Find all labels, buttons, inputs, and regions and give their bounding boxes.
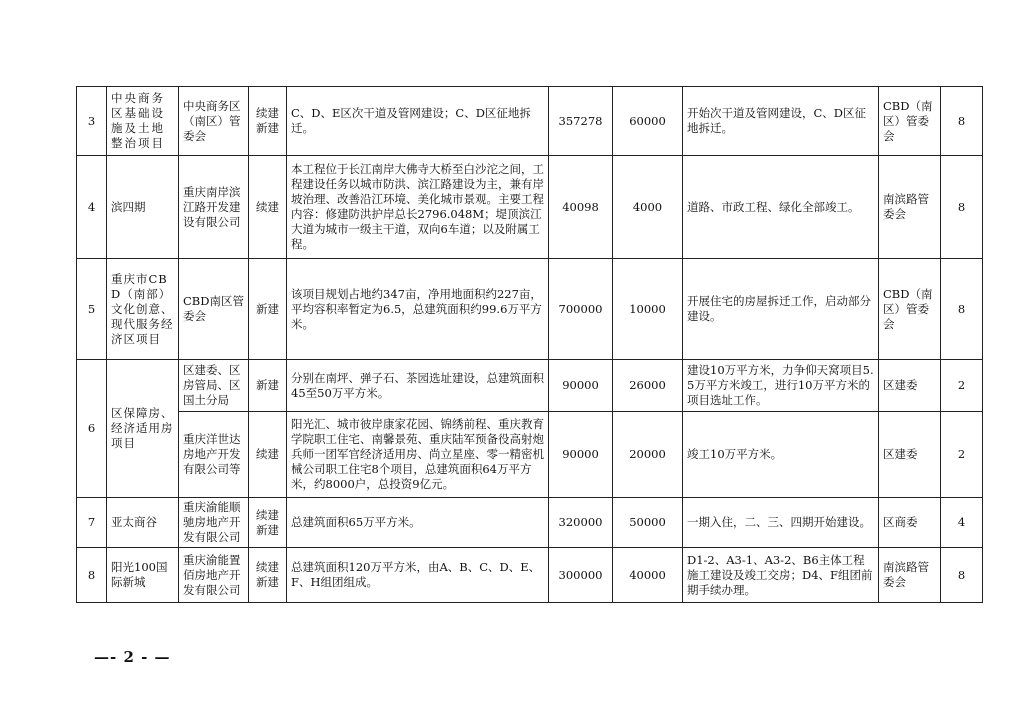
owner-unit: 重庆渝能置佰房地产开发有限公司 [179, 548, 249, 603]
construction-content: 总建筑面积65万平方米。 [287, 498, 549, 548]
term-value: 2 [941, 412, 983, 498]
total-investment: 40098 [549, 156, 613, 259]
construction-content: 分别在南坪、弹子石、茶园选址建设，总建筑面积45至50万平方米。 [287, 360, 549, 412]
annual-target: 建设10万平方米，力争仰天窝项目5.5万平方米竣工，进行10万平方米的项目选址工作。 [683, 360, 879, 412]
build-type-line: 新建 [256, 522, 279, 537]
owner-unit: 区建委、区房管局、区国土分局 [179, 360, 249, 412]
build-type [249, 87, 287, 156]
annual-investment: 20000 [613, 412, 683, 498]
build-type-line: 续建 [256, 199, 279, 214]
construction-content: 本工程位于长江南岸大佛寺大桥至白沙沱之间，工程建设任务以城市防洪、滨江路建设为主，兼有岸坡治理、改善沿江环境、美化城市景观。主要工程内容：修建防洪护岸总长2796.048M；堤顶滨江大道为城市一级主干道，双向6车道；以及附属工程。 [287, 156, 549, 259]
term-value: 4 [941, 498, 983, 548]
table-row [77, 498, 983, 548]
build-type [249, 259, 287, 360]
row-number: 4 [77, 156, 107, 259]
project-name: 阳光100国际新城 [107, 548, 179, 603]
construction-content: 该项目规划占地约347亩，净用地面积约227亩，平均容积率暂定为6.5，总建筑面积约99.6万平方米。 [287, 259, 549, 360]
term-value: 8 [941, 259, 983, 360]
table-row [77, 412, 983, 498]
annual-target: 一期入住，二、三、四期开始建设。 [683, 498, 879, 548]
project-name: 亚太商谷 [107, 498, 179, 548]
annual-target: 开展住宅的房屋拆迁工作，启动部分建设。 [683, 259, 879, 360]
table-row [77, 259, 983, 360]
build-type-line: 新建 [256, 378, 279, 392]
total-investment: 300000 [549, 548, 613, 603]
annual-investment: 40000 [613, 548, 683, 603]
term-value: 8 [941, 548, 983, 603]
build-type-line: 续建 [256, 507, 279, 522]
table-row [77, 156, 983, 259]
annual-investment: 50000 [613, 498, 683, 548]
row-number: 3 [77, 87, 107, 156]
build-type-line: 续建 [256, 560, 279, 574]
table-row [77, 360, 983, 412]
build-type-line: 新建 [256, 575, 279, 589]
project-table [76, 86, 983, 603]
responsible-unit: CBD（南区）管委会 [879, 87, 941, 156]
owner-unit: 重庆渝能顺驰房地产开发有限公司 [179, 498, 249, 548]
responsible-unit: 区商委 [879, 498, 941, 548]
annual-investment: 26000 [613, 360, 683, 412]
build-type-line: 新建 [256, 121, 279, 135]
table-row [77, 87, 983, 156]
annual-target: 竣工10万平方米。 [683, 412, 879, 498]
row-number: 8 [77, 548, 107, 603]
responsible-unit: 区建委 [879, 412, 941, 498]
total-investment: 320000 [549, 498, 613, 548]
responsible-unit: CBD（南区）管委会 [879, 259, 941, 360]
owner-unit: 重庆洋世达房地产开发有限公司等 [179, 412, 249, 498]
project-name: 区保障房、经济适用房项目 [107, 360, 179, 498]
row-number: 7 [77, 498, 107, 548]
table-row [77, 548, 983, 603]
annual-target: D1-2、A3-1、A3-2、B6主体工程施工建设及竣工交房；D4、F组团前期手续办理。 [683, 548, 879, 603]
term-value: 2 [941, 360, 983, 412]
build-type [249, 360, 287, 412]
build-type-line: 续建 [256, 106, 279, 120]
row-number: 6 [77, 360, 107, 498]
project-name: 滨四期 [107, 156, 179, 259]
owner-unit: 中央商务区（南区）管委会 [179, 87, 249, 156]
row-number: 5 [77, 259, 107, 360]
annual-target: 开始次干道及管网建设，C、D区征地拆迁。 [683, 87, 879, 156]
build-type-line: 新建 [256, 301, 279, 316]
total-investment: 90000 [549, 360, 613, 412]
term-value: 8 [941, 156, 983, 259]
project-name: 重庆市CBD（南部）文化创意、现代服务经济区项目 [107, 259, 179, 360]
build-type [249, 156, 287, 259]
annual-investment: 10000 [613, 259, 683, 360]
total-investment: 357278 [549, 87, 613, 156]
term-value: 8 [941, 87, 983, 156]
build-type [249, 412, 287, 498]
page-number: —- 2 - — [94, 648, 171, 666]
annual-investment: 4000 [613, 156, 683, 259]
annual-target: 道路、市政工程、绿化全部竣工。 [683, 156, 879, 259]
construction-content: 总建筑面积120万平方米，由A、B、C、D、E、F、H组团组成。 [287, 548, 549, 603]
owner-unit: CBD南区管委会 [179, 259, 249, 360]
total-investment: 700000 [549, 259, 613, 360]
annual-investment: 60000 [613, 87, 683, 156]
total-investment: 90000 [549, 412, 613, 498]
responsible-unit: 南滨路管委会 [879, 548, 941, 603]
build-type [249, 498, 287, 548]
construction-content: C、D、E区次干道及管网建设；C、D区征地拆迁。 [287, 87, 549, 156]
responsible-unit: 区建委 [879, 360, 941, 412]
build-type-line: 续建 [256, 447, 279, 461]
project-name: 中央商务区基础设施及土地整治项目 [107, 87, 179, 156]
build-type [249, 548, 287, 603]
construction-content: 阳光汇、城市彼岸康家花园、锦绣前程、重庆教育学院职工住宅、南馨景苑、重庆陆军预备役高射炮兵师一团军官经济适用房、尚立星座、零一精密机械公司职工住宅8个项目，总建筑面积64万平方米，约8000户，总投资9亿元。 [287, 412, 549, 498]
responsible-unit: 南滨路管委会 [879, 156, 941, 259]
owner-unit: 重庆南岸滨江路开发建设有限公司 [179, 156, 249, 259]
